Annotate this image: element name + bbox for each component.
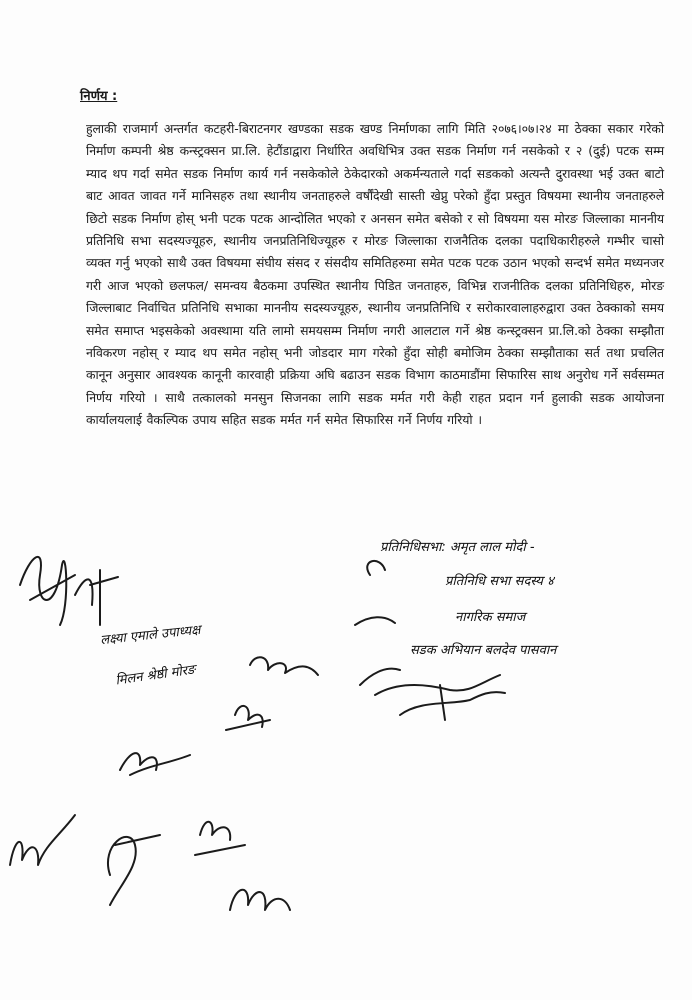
signatures-area [0, 515, 692, 1000]
signature-mark-9 [230, 890, 290, 910]
signatory-name-left-1: लक्ष्या एमाले उपाध्यक्ष [99, 622, 202, 649]
signature-mark-4 [226, 706, 270, 730]
signatory-note-4: सडक अभियान बलदेव पासवान [410, 643, 557, 658]
signature-mark-3 [250, 657, 318, 675]
signature-mark-8 [195, 822, 245, 855]
signature-mark-12 [355, 561, 395, 625]
signature-mark-1 [20, 557, 75, 625]
signature-mark-7 [108, 835, 160, 905]
signature-mark-10 [360, 669, 500, 695]
signatory-name-left-2: मिलन श्रेष्ठी मोरङ [114, 662, 197, 689]
handwritten-signatures [0, 515, 692, 1000]
signatory-note-3: नागरिक समाज [455, 610, 526, 625]
signature-mark-2 [75, 570, 118, 625]
signatory-note-1: प्रतिनिधिसभा: अमृत लाल मोदी - [380, 540, 535, 555]
decision-paragraph: हुलाकी राजमार्ग अन्तर्गत कटहरी-बिराटनगर खण्डका सडक खण्ड निर्माणका लागि मिति २०७६।०७।२४ मा ठेक्का सकार गरेको निर्माण कम्पनी श्रेष्ठ कन्स्ट्रक्सन प्रा.लि. हेटौंडाद्वारा निर्धारित अवधिभित्र उक्त सडक निर्माण गर्न नसकेको र २ (दुई) पटक सम्म म्याद थप गर्दा समेत सडक निर्माण कार्य गर्न नसकेकोले ठेकेदारको अकर्मन्यताले गर्दा सडकको अत्यन्तै दुरावस्था भई उक्त बाटो बाट आवत जावत गर्ने मानिसहरु तथा स्थानीय जनताहरुले वर्षौंदेखी सास्ती खेप्नु परेको हुँदा प्रस्तुत विषयमा स्थानीय जनताहरुले छिटो सडक निर्माण होस् भनी पटक पटक आन्दोलित भएको र अनसन समेत बसेको र सो विषयमा यस मोरङ जिल्लाका माननीय प्रतिनिधि सभा सदस्यज्यूहरु, स्थानीय जनप्रतिनिधिज्यूहरु र मोरङ जिल्लाका राजनैतिक दलका पदाधिकारीहरुले गम्भीर चासो व्यक्त गर्नु भएको साथै उक्त विषयमा संघीय संसद र संसदीय समितिहरुमा समेत पटक पटक उठान भएको सन्दर्भ समेत मध्यनजर गरी आज भएको छलफल/ समन्वय बैठकमा उपस्थित स्थानीय पिडित जनताहरु, विभिन्न राजनीतिक दलका प्रतिनिधिहरु, मोरङ जिल्लाबाट निर्वाचित प्रतिनिधि सभाका माननीय सदस्यज्यूहरु, स्थानीय जनप्रतिनिधि र सरोकारवालाहरुद्वारा उक्त ठेक्काको समय समेत समाप्त भइसकेको अवस्थामा यति लामो समयसम्म निर्माण नगरी आलटाल गर्ने श्रेष्ठ कन्स्ट्रक्सन प्रा.लि.को ठेक्का सम्झौता नविकरण नहोस् र म्याद थप समेत नहोस् भनी जोडदार माग गरेको हुँदा सोही बमोजिम ठेक्का सम्झौताका सर्त तथा प्रचलित कानून अनुसार आवश्यक कानूनी कारवाही प्रक्रिया अघि बढाउन सडक विभाग काठमाडौंमा सिफारिस साथ अनुरोध गर्ने सर्वसम्मत निर्णय गरियो । साथै तत्कालको मनसुन सिजनका लागि सडक मर्मत गरी केही राहत प्रदान गर्न हुलाकी सडक आयोजना कार्यालयलाई वैकल्पिक उपाय सहित सडक मर्मत गर्न समेत सिफारिस गर्ने निर्णय गरियो । [86, 121, 664, 428]
decision-heading: निर्णय : [80, 89, 118, 104]
signature-mark-6 [10, 815, 75, 865]
signatory-note-2: प्रतिनिधि सभा सदस्य ४ [445, 574, 554, 589]
signature-mark-5 [120, 753, 190, 775]
